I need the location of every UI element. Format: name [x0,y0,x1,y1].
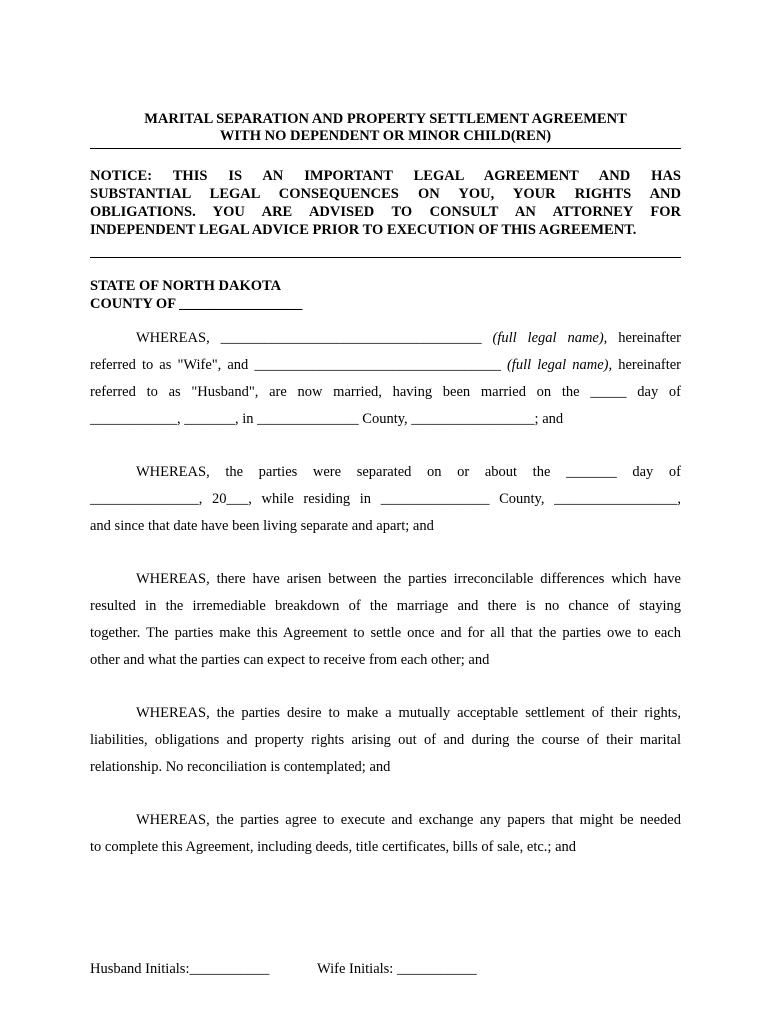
paragraph-papers [90,807,681,861]
paragraph-line: referred to as "Wife", and __________________________________ (full legal name), hereinafter [90,357,682,373]
wife-initials-field[interactable]: Wife Initials: ___________ [317,961,477,977]
notice-line: SUBSTANTIAL LEGAL CONSEQUENCES ON YOU, YOUR RIGHTS AND [90,186,681,202]
paragraph-separation [90,459,681,540]
venue-block [90,277,302,313]
paragraph-line: relationship. No reconciliation is contemplated; and [90,759,391,775]
notice-line: OBLIGATIONS. YOU ARE ADVISED TO CONSULT AN ATTORNEY FOR [90,204,681,220]
paragraph-differences [90,566,681,674]
paragraph-settlement [90,700,681,781]
paragraph-line: other and what the parties can expect to receive from each other; and [90,652,490,668]
paragraph-line: WHEREAS, the parties desire to make a mutually acceptable settlement of their rights, [136,705,681,721]
county-label: COUNTY OF _________________ [90,296,303,312]
paragraph-line: ____________, _______, in ______________ County, _________________; and [90,411,564,427]
paragraph-line: WHEREAS, ____________________________________ (full legal name), hereinafter [136,330,681,346]
paragraph-line: liabilities, obligations and property rights arising out of and during the course of their marital [90,732,681,748]
initials-footer [90,960,477,978]
paragraph-marriage [90,325,681,433]
title-divider [90,148,681,149]
state-label: STATE OF NORTH DAKOTA [90,278,282,294]
paragraph-line: _______________, 20___, while residing in _______________ County, _________________, [90,491,681,507]
notice-line: INDEPENDENT LEGAL ADVICE PRIOR TO EXECUTION OF THIS AGREEMENT. [90,222,637,238]
paragraph-line: and since that date have been living separate and apart; and [90,518,434,534]
legal-notice [90,167,681,239]
document-title [90,111,681,145]
paragraph-line: WHEREAS, there have arisen between the parties irreconcilable differences which have [136,571,681,587]
notice-line: NOTICE: THIS IS AN IMPORTANT LEGAL AGREEMENT AND HAS [90,168,681,184]
paragraph-line: WHEREAS, the parties agree to execute and exchange any papers that might be needed [136,812,681,828]
paragraph-line: WHEREAS, the parties were separated on or about the _______ day of [136,464,681,480]
title-line-2: WITH NO DEPENDENT OR MINOR CHILD(REN) [219,128,552,144]
paragraph-line: resulted in the irremediable breakdown of the marriage and there is no chance of staying [90,598,681,614]
notice-divider [90,257,681,258]
paragraph-line: to complete this Agreement, including deeds, title certificates, bills of sale, etc.; and [90,839,577,855]
husband-initials-field[interactable]: Husband Initials:___________ [90,961,270,977]
paragraph-line: together. The parties make this Agreement to settle once and for all that the parties owe to each [90,625,681,641]
title-line-1: MARITAL SEPARATION AND PROPERTY SETTLEMENT AGREEMENT [144,111,627,127]
paragraph-line: referred to as "Husband", are now married, having been married on the _____ day of [90,384,681,400]
